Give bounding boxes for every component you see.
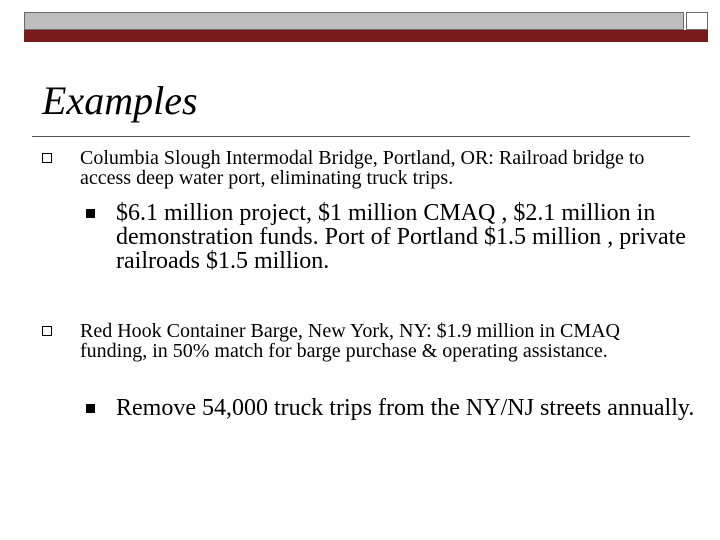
- hollow-square-bullet-icon: [42, 153, 52, 163]
- hollow-square-bullet-icon: [42, 326, 52, 336]
- header-corner-box: [686, 12, 708, 30]
- title-divider: [32, 136, 690, 137]
- header-bar-gray: [24, 12, 684, 30]
- bullet-1-sub-1-text: $6.1 million project, $1 million CMAQ , $2.1 million in demonstration funds. Port of Portland $1.5 million , private railroads $1.5 million.: [116, 200, 686, 274]
- bullet-2-text: Red Hook Container Barge, New York, NY: $1.9 million in CMAQ funding, in 50% match for barge purchase & operating assistance.: [80, 320, 620, 362]
- slide-title: Examples: [42, 78, 198, 123]
- filled-square-bullet-icon: [86, 209, 95, 218]
- bullet-1-text: Columbia Slough Intermodal Bridge, Portland, OR: Railroad bridge to access deep water port, eliminating truck trips.: [80, 147, 645, 189]
- bullet-2-sub-1-text: Remove 54,000 truck trips from the NY/NJ streets annually.: [116, 395, 695, 421]
- header-bar-red: [24, 30, 708, 42]
- filled-square-bullet-icon: [86, 404, 95, 413]
